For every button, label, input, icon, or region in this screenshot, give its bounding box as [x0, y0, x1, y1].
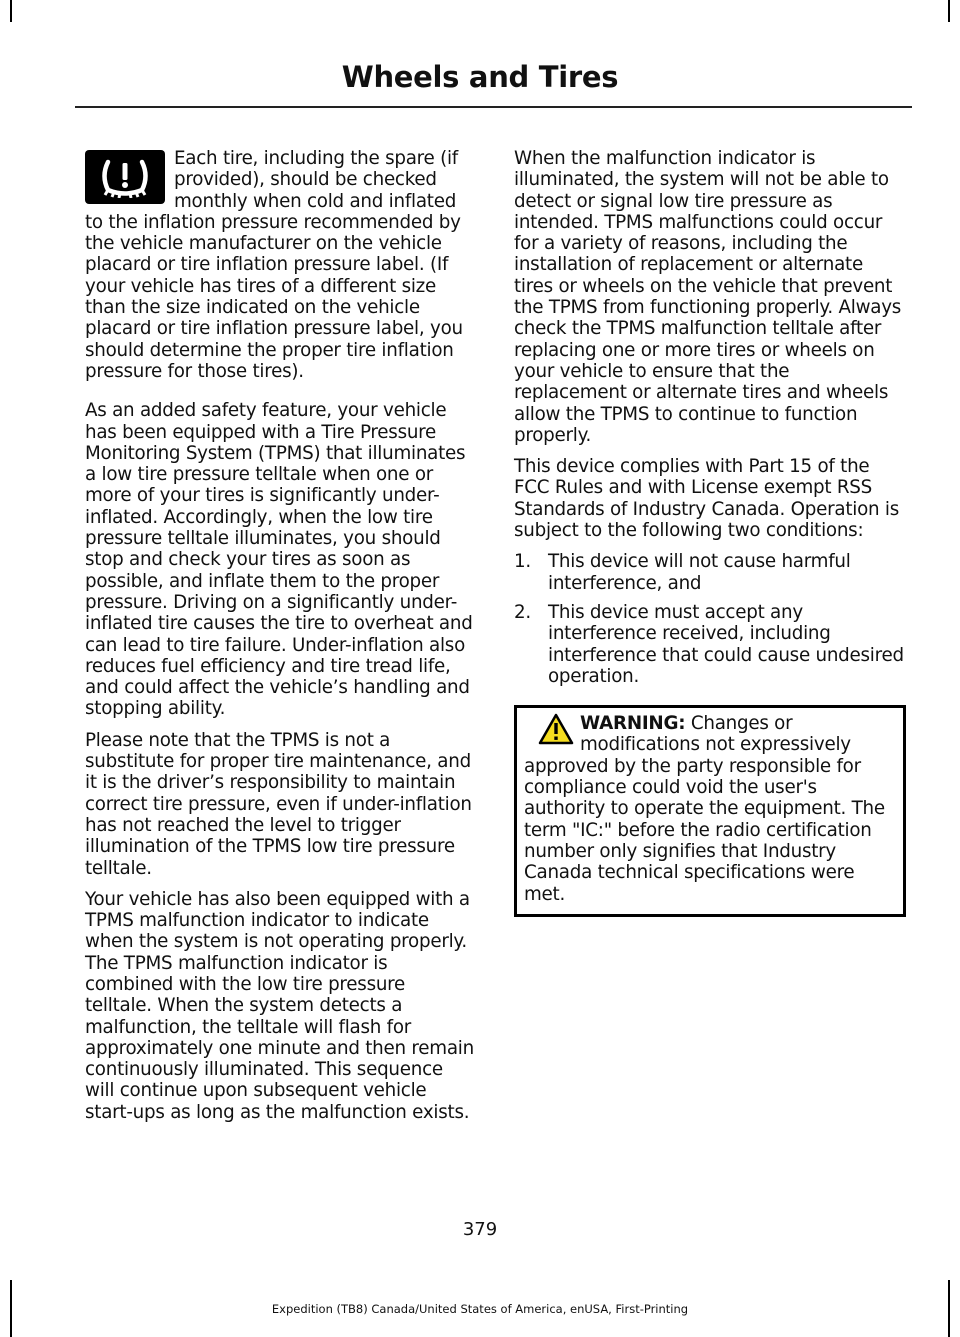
paragraph: Each tire, including the spare (if provided), should be checked monthly when cold and inflated to the inflation pressure recommended by the vehicle manufacturer on the vehicle placard or tire inflation pressure label. (If your vehicle has tires of a different size than the size indicated on the vehicle placard or tire inflation pressure label, you should determine the proper tire inflation pressure for those tires). [85, 148, 463, 382]
header-divider [75, 106, 912, 108]
paragraph: As an added safety feature, your vehicle has been equipped with a Tire Pressure Monitoring System (TPMS) that illuminates a low tire pressure telltale when one or more of your tires is significantly under-inflated. Accordingly, when the low tire pressure telltale illuminates, you should stop and check your tires as soon as possible, and inflate them to the proper pressure. Driving on a significantly under-inflated tire causes the tire to overheat and can lead to tire failure. Under-inflation also reduces fuel efficiency and tire tread life, and could affect the vehicle’s handling and stopping ability. [85, 400, 473, 720]
right-column [514, 148, 906, 917]
tire-pressure-warning-icon [85, 150, 165, 204]
list-number: 2. [514, 601, 531, 623]
paragraph: Your vehicle has also been equipped with a TPMS malfunction indicator to indicate when the system is not operating properly. The TPMS malfunction indicator is combined with the low tire pressure telltale. When the system detects a malfunction, the telltale will flash for approximately one minute and then remain continuously illuminated. This sequence will continue upon subsequent vehicle start-ups as long as the malfunction exists. [85, 888, 474, 1123]
paragraph: When the malfunction indicator is illuminated, the system will not be able to detect or signal low tire pressure as intended. TPMS malfunctions could occur for a variety of reasons, including the installation of replacement or alternate tires or wheels on the vehicle that prevent the TPMS from functioning properly. Always check the TPMS malfunction telltale after replacing one or more tires or wheels on your vehicle to ensure that the replacement or alternate tires and wheels allow the TPMS to continue to function properly. [514, 148, 902, 446]
warning-label: WARNING: [580, 713, 686, 735]
left-column [85, 148, 476, 1133]
crop-mark-top-right [948, 0, 950, 22]
footer-text: Expedition (TB8) Canada/United States of America, enUSA, First-Printing [271, 1302, 689, 1316]
crop-mark-top-left [10, 0, 12, 22]
warning-triangle-icon [538, 713, 574, 750]
list-item-text: This device must accept any interference received, including interference that could cause undesired operation. [548, 601, 904, 687]
page-title: Wheels and Tires [341, 60, 619, 94]
conditions-list [514, 551, 906, 687]
list-item [514, 602, 906, 687]
paragraph: This device complies with Part 15 of the FCC Rules and with License exempt RSS Standards of Industry Canada. Operation is subject to the following two conditions: [514, 456, 900, 542]
warning-text: Changes or modifications not expressively approved by the party responsible for compliance could void the user's authority to operate the equipment. The term "IC:" before the radio certification number only signifies that Industry Canada technical specifications were met. [524, 713, 885, 905]
warning-box [514, 705, 906, 917]
list-item [514, 551, 906, 594]
page-number: 379 [462, 1219, 498, 1240]
paragraph: Please note that the TPMS is not a substitute for proper tire maintenance, and it is the driver’s responsibility to maintain correct tire pressure, even if under-inflation has not reached the level to trigger illumination of the TPMS low tire pressure telltale. [85, 729, 472, 879]
list-number: 1. [514, 551, 531, 573]
list-item-text: This device will not cause harmful interference, and [548, 551, 851, 594]
